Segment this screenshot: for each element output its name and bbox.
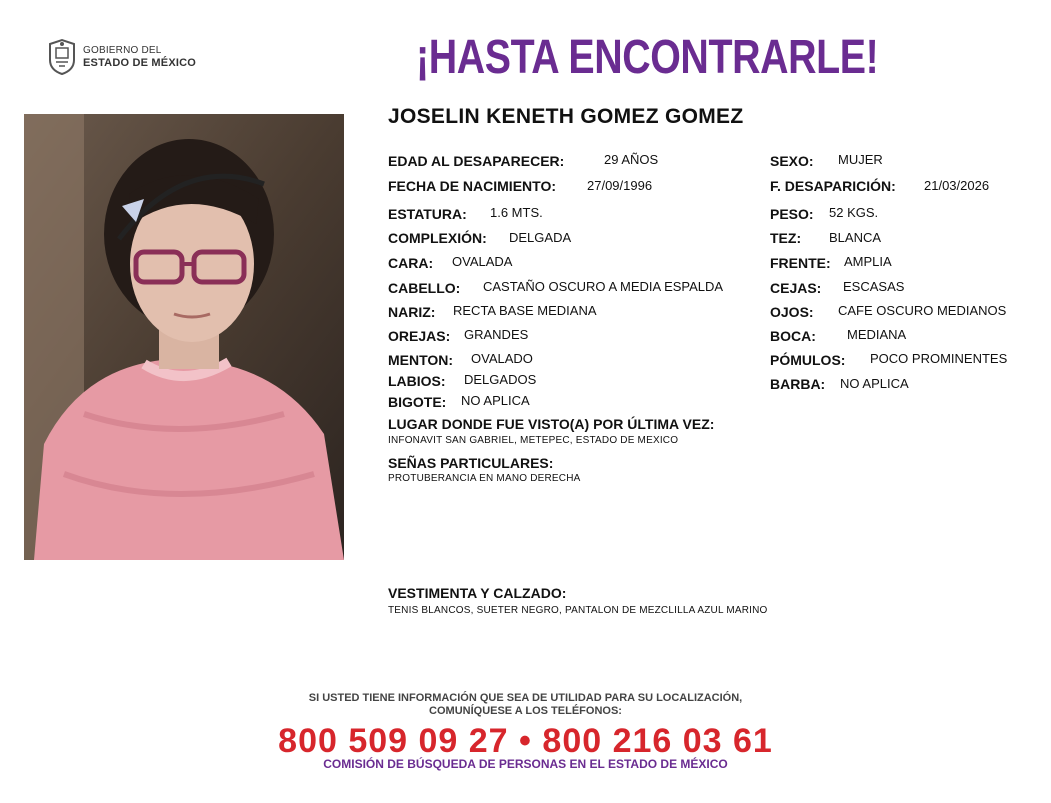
field-value-lips: DELGADOS xyxy=(464,372,537,387)
field-label-lips: LABIOS: xyxy=(388,373,446,389)
field-label-mustache: BIGOTE: xyxy=(388,394,447,410)
field-label-hair: CABELLO: xyxy=(388,280,461,296)
field-value-beard: NO APLICA xyxy=(840,376,909,391)
logo-line-2: ESTADO DE MÉXICO xyxy=(83,57,197,69)
government-logo xyxy=(47,38,196,76)
clothing-value: TENIS BLANCOS, SUETER NEGRO, PANTALON DE MEZCLILLA AZUL MARINO xyxy=(388,605,768,616)
notice-line-2: COMUNÍQUESE A LOS TELÉFONOS: xyxy=(429,705,622,717)
field-label-mouth: BOCA: xyxy=(770,328,816,344)
clothing-label: VESTIMENTA Y CALZADO: xyxy=(388,585,567,601)
field-value-eyes: CAFE OSCURO MEDIANOS xyxy=(838,303,1007,318)
field-label-birthdate: FECHA DE NACIMIENTO: xyxy=(388,178,556,194)
field-label-weight: PESO: xyxy=(770,206,814,222)
missing-person-photo xyxy=(24,114,344,560)
field-value-nose: RECTA BASE MEDIANA xyxy=(453,303,597,318)
field-value-build: DELGADA xyxy=(509,230,572,245)
field-value-mouth: MEDIANA xyxy=(847,327,907,342)
phone-number-2[interactable]: 800 216 03 61 xyxy=(542,722,773,760)
field-value-chin: OVALADO xyxy=(471,351,533,366)
logo-line-1: GOBIERNO DEL xyxy=(83,45,162,56)
phone-separator: • xyxy=(519,722,532,760)
marks-value: PROTUBERANCIA EN MANO DERECHA xyxy=(388,473,581,484)
field-value-disappearance-date: 21/03/2026 xyxy=(924,178,990,193)
field-value-complexion: BLANCA xyxy=(829,230,882,245)
coat-of-arms-icon xyxy=(47,38,77,76)
field-label-complexion: TEZ: xyxy=(770,230,802,246)
field-value-eyebrows: ESCASAS xyxy=(843,279,905,294)
commission-name: COMISIÓN DE BÚSQUEDA DE PERSONAS EN EL ESTADO DE MÉXICO xyxy=(323,757,728,771)
notice-line-1: SI USTED TIENE INFORMACIÓN QUE SEA DE UTILIDAD PARA SU LOCALIZACIÓN, xyxy=(308,692,743,704)
field-label-chin: MENTON: xyxy=(388,352,454,368)
field-value-birthdate: 27/09/1996 xyxy=(587,178,653,193)
marks-label: SEÑAS PARTICULARES: xyxy=(388,455,554,471)
field-label-eyes: OJOS: xyxy=(770,304,814,320)
field-label-nose: NARIZ: xyxy=(388,304,436,320)
phone-number-1[interactable]: 800 509 09 27 xyxy=(278,722,509,760)
phone-numbers xyxy=(0,722,1051,761)
headline: ¡HASTA ENCONTRARLE! xyxy=(416,31,879,84)
field-value-age: 29 AÑOS xyxy=(604,152,659,167)
field-label-age: EDAD AL DESAPARECER: xyxy=(388,153,565,169)
field-value-ears: GRANDES xyxy=(464,327,529,342)
field-value-cheekbones: POCO PROMINENTES xyxy=(870,351,1008,366)
field-label-build: COMPLEXIÓN: xyxy=(388,230,487,246)
last-seen-label: LUGAR DONDE FUE VISTO(A) POR ÚLTIMA VEZ: xyxy=(388,416,715,432)
field-label-beard: BARBA: xyxy=(770,376,826,392)
field-value-forehead: AMPLIA xyxy=(844,254,892,269)
field-value-mustache: NO APLICA xyxy=(461,393,530,408)
field-value-face: OVALADA xyxy=(452,254,513,269)
field-value-sex: MUJER xyxy=(838,152,883,167)
field-label-face: CARA: xyxy=(388,255,434,271)
field-label-sex: SEXO: xyxy=(770,153,814,169)
last-seen-value: INFONAVIT SAN GABRIEL, METEPEC, ESTADO DE MEXICO xyxy=(388,435,679,446)
field-label-ears: OREJAS: xyxy=(388,328,451,344)
field-label-disappearance-date: F. DESAPARICIÓN: xyxy=(770,178,896,194)
person-name: JOSELIN KENETH GOMEZ GOMEZ xyxy=(388,105,744,128)
field-label-cheekbones: PÓMULOS: xyxy=(770,352,846,368)
field-value-height: 1.6 MTS. xyxy=(490,205,543,220)
field-value-weight: 52 KGS. xyxy=(829,205,879,220)
field-value-hair: CASTAÑO OSCURO A MEDIA ESPALDA xyxy=(483,279,724,294)
field-label-height: ESTATURA: xyxy=(388,206,467,222)
field-label-eyebrows: CEJAS: xyxy=(770,280,822,296)
field-label-forehead: FRENTE: xyxy=(770,255,831,271)
